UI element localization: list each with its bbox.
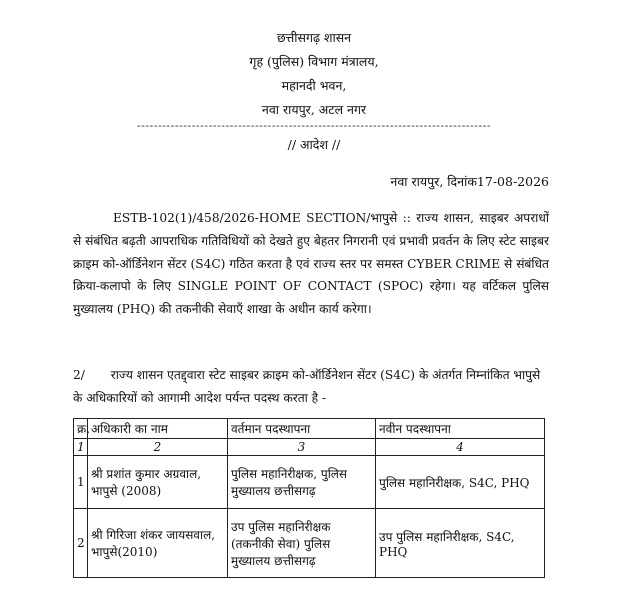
table-cell-sno: 2 (74, 509, 88, 578)
table-column-number-row (74, 439, 545, 456)
table-cell-new-posting: उप पुलिस महानिरीक्षक, S4C, PHQ (376, 509, 545, 578)
column-number: 4 (376, 439, 545, 456)
table-row (74, 456, 545, 509)
table-row (74, 509, 545, 578)
table-header-cell: वर्तमान पदस्थापना (228, 419, 376, 439)
table-cell-name: श्री प्रशांत कुमार अग्रवाल, भापुसे (2008) (88, 456, 228, 509)
paragraph-2-number: 2/ (73, 368, 85, 382)
header-department: गृह (पुलिस) विभाग मंत्रालय, (249, 54, 379, 69)
paragraph-1: ESTB-102(1)/458/2026-HOME SECTION/भापुसे :: राज्य शासन, साइबर अपराधों से संबंधित बढ़ती आपराधिक गतिविधियों को देखते हुए बेहतर निगरानी एवं प्रभावी प्रवर्तन के लिए स्टेट साइबर क्राइम को-ऑर्डिनेशन सेंटर (S4C) गठित करता है एवं राज्य स्तर पर समस्त CYBER CRIME से संबंधित क्रिया-कलापो के लिए SINGLE POINT OF CONTACT (SPOC) रहेगा। यह वर्टिकल पुलिस मुख्यालय (PHQ) की तकनीकी सेवाएँ शाखा के अधीन कार्य करेगा। (73, 211, 549, 317)
header-address: नवा रायपुर, अटल नगर (261, 102, 367, 117)
header-divider: ------------------------------------------------------------------------------------ (136, 119, 492, 132)
date-line: नवा रायपुर, दिनांक17-08-2026 (390, 174, 549, 189)
table-header-cell: क्र. (74, 419, 88, 439)
paragraph-2-text: राज्य शासन एतद्द्वारा स्टेट साइबर क्राइम को-ऑर्डिनेशन सेंटर (S4C) के अंतर्गत निम्नांकित भापुसे के अधिकारियों को आगामी आदेश पर्यन्त पदस्थ करता है - (73, 368, 541, 405)
header-building: महानदी भवन, (281, 78, 347, 93)
officer-posting-table (73, 418, 545, 578)
column-number: 1 (74, 439, 88, 456)
table-cell-current-posting: पुलिस महानिरीक्षक, पुलिस मुख्यालय छत्तीसगढ़ (228, 456, 376, 509)
table-cell-current-posting: उप पुलिस महानिरीक्षक (तकनीकी सेवा) पुलिस मुख्यालय छत्तीसगढ़ (228, 509, 376, 578)
table-header-row (74, 419, 545, 439)
header-govt: छत्तीसगढ़ शासन (276, 30, 352, 45)
table-header-cell: नवीन पदस्थापना (376, 419, 545, 439)
order-title: // आदेश // (287, 137, 341, 152)
paragraph-2 (73, 364, 549, 410)
column-number: 2 (88, 439, 228, 456)
table-header-cell: अधिकारी का नाम (88, 419, 228, 439)
table-cell-sno: 1 (74, 456, 88, 509)
column-number: 3 (228, 439, 376, 456)
table-cell-name: श्री गिरिजा शंकर जायसवाल, भापुसे(2010) (88, 509, 228, 578)
table-cell-new-posting: पुलिस महानिरीक्षक, S4C, PHQ (376, 456, 545, 509)
